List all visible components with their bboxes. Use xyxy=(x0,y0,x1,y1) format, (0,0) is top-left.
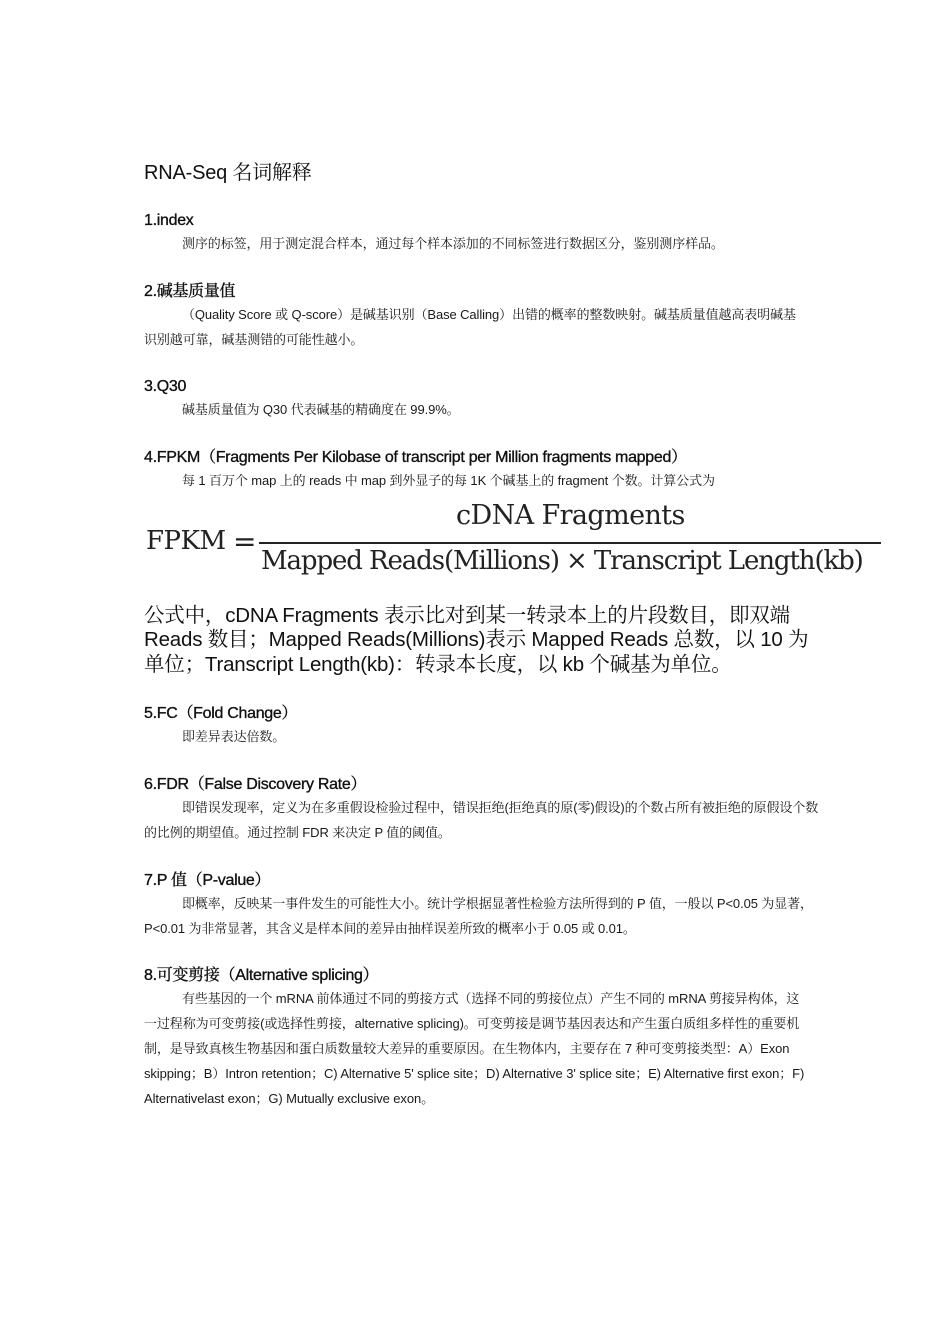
term-body: 即概率，反映某一事件发生的可能性大小。统计学根据显著性检验方法所得到的 P 值，一般以 P<0.05 为显著，P<0.01 为非常显著，其含义是样本间的差异由抽样误差所致的概率小于 0.05 或 0.01。 xyxy=(144,895,813,936)
term-p-value xyxy=(144,870,824,942)
term-heading: 5.FC（Fold Change） xyxy=(144,705,298,723)
document-title: RNA-Seq 名词解释 xyxy=(144,162,312,184)
term-fold-change xyxy=(144,703,824,750)
term-fpkm xyxy=(144,447,863,677)
formula-lhs: FPKM xyxy=(146,525,226,556)
term-alternative-splicing xyxy=(144,965,824,1111)
term-body: 测序的标签，用于测定混合样本，通过每个样本添加的不同标签进行数据区分，鉴别测序样品。 xyxy=(182,236,724,251)
term-heading: 7.P 值（P-value） xyxy=(144,871,271,889)
formula-equals: = xyxy=(233,524,257,558)
formula-fraction-bar xyxy=(259,542,881,544)
term-heading: 3.Q30 xyxy=(144,378,187,396)
term-body: 即错误发现率，定义为在多重假设检验过程中，错误拒绝(拒绝真的原(零)假设)的个数占所有被拒绝的原假设个数的比例的期望值。通过控制 FDR 来决定 P 值的阈值。 xyxy=(144,800,819,841)
term-body: （Quality Score 或 Q-score）是碱基识别（Base Calling）出错的概率的整数映射。碱基质量值越高表明碱基识别越可靠，碱基测错的可能性越小。 xyxy=(144,306,796,347)
term-heading: 2.碱基质量值 xyxy=(144,282,236,300)
term-heading: 4.FPKM（Fragments Per Kilobase of transcript per Million fragments mapped） xyxy=(144,449,687,467)
formula-explanation: 公式中，cDNA Fragments 表示比对到某一转录本上的片段数目，即双端 Reads 数目；Mapped Reads(Millions)表示 Mapped Reads 总数，以 10 为单位；Transcript Length(kb)：转录本长度，以 kb 个碱基为单位。 xyxy=(144,603,809,676)
formula-denominator: Mapped Reads(Millions) × Transcript Length(kb) xyxy=(261,545,863,576)
term-body: 即差异表达倍数。 xyxy=(182,729,286,745)
formula-numerator: cDNA Fragments xyxy=(456,499,685,531)
term-heading: 8.可变剪接（Alternative splicing） xyxy=(144,967,379,985)
term-body: 有些基因的一个 mRNA 前体通过不同的剪接方式（选择不同的剪接位点）产生不同的 mRNA 剪接异构体，这一过程称为可变剪接(或选择性剪接，alternative splicing)。可变剪接是调节基因表达和产生蛋白质组多样性的重要机制，是导致真核生物基因和蛋白质数量较大差异的重要原因。在生物体内，主要存在 7 种可变剪接类型：A）Exon skipping；B）Intron retention；C) Alternative 5' splice site；D) Alternative 3' splice site；E) Alternative first exon；F) Alternativelast exon；G) Mutually exclusive exon。 xyxy=(144,991,805,1106)
term-heading: 1.index xyxy=(144,212,194,229)
term-q30 xyxy=(144,376,824,423)
term-body: 每 1 百万个 map 上的 reads 中 map 到外显子的每 1K 个碱基上的 fragment 个数。计算公式为 xyxy=(182,473,715,489)
term-fdr xyxy=(144,774,824,846)
term-body: 碱基质量值为 Q30 代表碱基的精确度在 99.9%。 xyxy=(182,402,460,418)
fpkm-formula xyxy=(144,499,863,588)
term-index xyxy=(144,210,824,257)
term-heading: 6.FDR（False Discovery Rate） xyxy=(144,776,367,794)
document-page xyxy=(144,160,863,1111)
term-base-quality xyxy=(144,281,824,353)
